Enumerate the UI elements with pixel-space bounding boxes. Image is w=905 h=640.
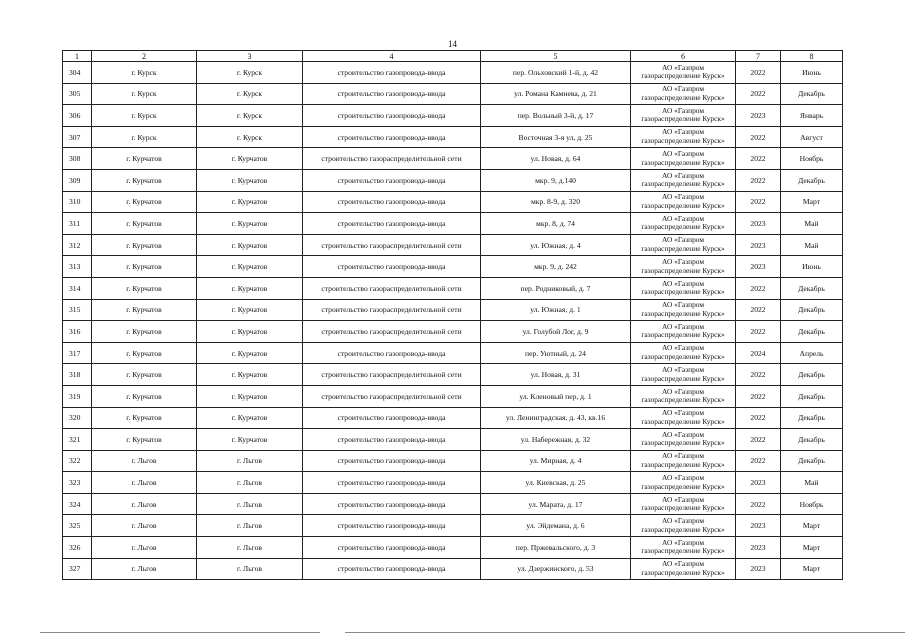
row-number-cell: 315 [63, 299, 92, 321]
month-cell: Май [781, 213, 843, 235]
row-number-cell: 313 [63, 256, 92, 278]
district-cell: г. Курчатов [92, 191, 197, 213]
owner-line: газораспределение Курск» [641, 265, 725, 275]
settlement-cell: г. Курчатов [197, 234, 303, 256]
district-cell: г. Курск [92, 126, 197, 148]
owner-line: газораспределение Курск» [641, 373, 725, 383]
district-cell: г. Курчатов [92, 385, 197, 407]
owner-line: АО «Газпром [661, 516, 705, 526]
district-cell: г. Курчатов [92, 277, 197, 299]
table-row [63, 515, 843, 537]
table-row [63, 385, 843, 407]
column-header: 1 [63, 51, 92, 62]
work-type-cell: строительство газораспределительной сети [303, 385, 481, 407]
month-cell: Ноябрь [781, 493, 843, 515]
row-number-cell: 305 [63, 83, 92, 105]
district-cell: г. Курск [92, 62, 197, 84]
work-type-cell: строительство газопровода-ввода [303, 169, 481, 191]
work-type-cell: строительство газопровода-ввода [303, 558, 481, 580]
table-row [63, 299, 843, 321]
district-cell: г. Курчатов [92, 213, 197, 235]
owner-cell [631, 558, 736, 580]
table-row [63, 493, 843, 515]
year-cell: 2023 [736, 234, 781, 256]
month-cell: Июнь [781, 62, 843, 84]
settlement-cell: г. Льгов [197, 450, 303, 472]
owner-line: газораспределение Курск» [641, 438, 725, 448]
owner-cell [631, 105, 736, 127]
column-header: 3 [197, 51, 303, 62]
address-cell: пер. Пржевальского, д. 3 [481, 537, 631, 559]
address-cell: ул. Голубой Лог, д. 9 [481, 321, 631, 343]
owner-line: газораспределение Курск» [641, 567, 725, 577]
owner-line: АО «Газпром [661, 105, 705, 115]
table-row [63, 169, 843, 191]
settlement-cell: г. Курчатов [197, 213, 303, 235]
work-type-cell: строительство газопровода-ввода [303, 472, 481, 494]
row-number-cell: 321 [63, 429, 92, 451]
owner-cell [631, 299, 736, 321]
year-cell: 2024 [736, 342, 781, 364]
year-cell: 2023 [736, 472, 781, 494]
year-cell: 2022 [736, 385, 781, 407]
row-number-cell: 309 [63, 169, 92, 191]
table-row [63, 126, 843, 148]
district-cell: г. Курчатов [92, 256, 197, 278]
row-number-cell: 322 [63, 450, 92, 472]
settlement-cell: г. Курчатов [197, 342, 303, 364]
year-cell: 2023 [736, 213, 781, 235]
work-type-cell: строительство газопровода-ввода [303, 537, 481, 559]
year-cell: 2023 [736, 515, 781, 537]
work-type-cell: строительство газопровода-ввода [303, 126, 481, 148]
settlement-cell: г. Льгов [197, 493, 303, 515]
owner-cell [631, 407, 736, 429]
owner-line: АО «Газпром [661, 300, 705, 310]
row-number-cell: 311 [63, 213, 92, 235]
address-cell: ул. Эйдемана, д. 6 [481, 515, 631, 537]
month-cell: Апрель [781, 342, 843, 364]
owner-line: АО «Газпром [661, 149, 705, 159]
owner-cell [631, 450, 736, 472]
table-row [63, 191, 843, 213]
year-cell: 2023 [736, 256, 781, 278]
year-cell: 2022 [736, 148, 781, 170]
settlement-cell: г. Курчатов [197, 321, 303, 343]
year-cell: 2023 [736, 558, 781, 580]
address-cell: пер. Вольный 3-й, д. 17 [481, 105, 631, 127]
owner-line: АО «Газпром [661, 494, 705, 504]
district-cell: г. Курчатов [92, 364, 197, 386]
table-row [63, 321, 843, 343]
table-row [63, 148, 843, 170]
address-cell: мкр. 8-9, д. 320 [481, 191, 631, 213]
district-cell: г. Курчатов [92, 321, 197, 343]
district-cell: г. Льгов [92, 558, 197, 580]
owner-line: АО «Газпром [661, 62, 705, 72]
address-cell: ул. Мирная, д. 4 [481, 450, 631, 472]
owner-line: АО «Газпром [661, 343, 705, 353]
table-body [63, 62, 843, 580]
owner-line: газораспределение Курск» [641, 179, 725, 189]
column-header: 2 [92, 51, 197, 62]
settlement-cell: г. Курчатов [197, 277, 303, 299]
year-cell: 2022 [736, 321, 781, 343]
month-cell: Март [781, 191, 843, 213]
column-header: 5 [481, 51, 631, 62]
month-cell: Январь [781, 105, 843, 127]
owner-line: газораспределение Курск» [641, 308, 725, 318]
owner-line: АО «Газпром [661, 429, 705, 439]
work-type-cell: строительство газопровода-ввода [303, 515, 481, 537]
address-cell: мкр. 9, д. 242 [481, 256, 631, 278]
address-cell: ул. Романа Камнева, д. 21 [481, 83, 631, 105]
owner-cell [631, 191, 736, 213]
owner-line: газораспределение Курск» [641, 416, 725, 426]
year-cell: 2022 [736, 407, 781, 429]
month-cell: Декабрь [781, 364, 843, 386]
owner-cell [631, 493, 736, 515]
work-type-cell: строительство газопровода-ввода [303, 62, 481, 84]
owner-cell [631, 321, 736, 343]
column-header: 7 [736, 51, 781, 62]
column-header: 6 [631, 51, 736, 62]
owner-line: АО «Газпром [661, 127, 705, 137]
work-type-cell: строительство газораспределительной сети [303, 234, 481, 256]
owner-line: газораспределение Курск» [641, 330, 725, 340]
owner-line: АО «Газпром [661, 213, 705, 223]
row-number-cell: 306 [63, 105, 92, 127]
table-row [63, 277, 843, 299]
address-cell: Восточная 3-я ул, д. 25 [481, 126, 631, 148]
owner-cell [631, 472, 736, 494]
settlement-cell: г. Курск [197, 126, 303, 148]
year-cell: 2022 [736, 126, 781, 148]
column-header: 8 [781, 51, 843, 62]
row-number-cell: 319 [63, 385, 92, 407]
settlement-cell: г. Курчатов [197, 299, 303, 321]
row-number-cell: 307 [63, 126, 92, 148]
owner-line: газораспределение Курск» [641, 546, 725, 556]
row-number-cell: 320 [63, 407, 92, 429]
owner-cell [631, 364, 736, 386]
settlement-cell: г. Курск [197, 83, 303, 105]
row-number-cell: 316 [63, 321, 92, 343]
settlement-cell: г. Курчатов [197, 169, 303, 191]
district-cell: г. Курчатов [92, 407, 197, 429]
work-type-cell: строительство газопровода-ввода [303, 256, 481, 278]
month-cell: Май [781, 234, 843, 256]
row-number-cell: 317 [63, 342, 92, 364]
owner-line: АО «Газпром [661, 321, 705, 331]
owner-line: газораспределение Курск» [641, 92, 725, 102]
work-type-cell: строительство газораспределительной сети [303, 364, 481, 386]
settlement-cell: г. Курчатов [197, 429, 303, 451]
district-cell: г. Льгов [92, 493, 197, 515]
month-cell: Декабрь [781, 450, 843, 472]
owner-cell [631, 126, 736, 148]
month-cell: Декабрь [781, 277, 843, 299]
month-cell: Май [781, 472, 843, 494]
table-row [63, 537, 843, 559]
year-cell: 2022 [736, 493, 781, 515]
address-cell: мкр. 9, д.140 [481, 169, 631, 191]
address-cell: пер. Ольховский 1-й, д. 42 [481, 62, 631, 84]
owner-cell [631, 169, 736, 191]
row-number-cell: 327 [63, 558, 92, 580]
year-cell: 2023 [736, 105, 781, 127]
owner-line: АО «Газпром [661, 170, 705, 180]
work-type-cell: строительство газопровода-ввода [303, 213, 481, 235]
owner-line: АО «Газпром [661, 235, 705, 245]
district-cell: г. Курск [92, 105, 197, 127]
owner-line: АО «Газпром [661, 537, 705, 547]
row-number-cell: 308 [63, 148, 92, 170]
owner-line: газораспределение Курск» [641, 352, 725, 362]
column-number-row [63, 51, 843, 62]
work-type-cell: строительство газопровода-ввода [303, 342, 481, 364]
settlement-cell: г. Льгов [197, 537, 303, 559]
owner-cell [631, 429, 736, 451]
owner-line: АО «Газпром [661, 559, 705, 569]
owner-line: АО «Газпром [661, 386, 705, 396]
gas-pipeline-registry-table [62, 50, 843, 580]
settlement-cell: г. Курчатов [197, 256, 303, 278]
settlement-cell: г. Курчатов [197, 148, 303, 170]
work-type-cell: строительство газораспределительной сети [303, 299, 481, 321]
row-number-cell: 325 [63, 515, 92, 537]
table-row [63, 450, 843, 472]
settlement-cell: г. Льгов [197, 558, 303, 580]
owner-line: АО «Газпром [661, 365, 705, 375]
month-cell: Март [781, 537, 843, 559]
owner-line: газораспределение Курск» [641, 503, 725, 513]
work-type-cell: строительство газопровода-ввода [303, 493, 481, 515]
owner-line: газораспределение Курск» [641, 244, 725, 254]
owner-line: газораспределение Курск» [641, 136, 725, 146]
month-cell: Декабрь [781, 299, 843, 321]
year-cell: 2022 [736, 191, 781, 213]
table-row [63, 342, 843, 364]
table-row [63, 256, 843, 278]
page-number: 14 [448, 39, 457, 49]
table-row [63, 234, 843, 256]
owner-line: АО «Газпром [661, 278, 705, 288]
year-cell: 2022 [736, 450, 781, 472]
owner-cell [631, 342, 736, 364]
owner-line: газораспределение Курск» [641, 524, 725, 534]
district-cell: г. Курчатов [92, 299, 197, 321]
month-cell: Март [781, 515, 843, 537]
owner-cell [631, 83, 736, 105]
month-cell: Июнь [781, 256, 843, 278]
owner-cell [631, 213, 736, 235]
owner-line: АО «Газпром [661, 84, 705, 94]
month-cell: Декабрь [781, 83, 843, 105]
work-type-cell: строительство газопровода-ввода [303, 450, 481, 472]
district-cell: г. Льгов [92, 515, 197, 537]
owner-cell [631, 277, 736, 299]
owner-line: АО «Газпром [661, 408, 705, 418]
year-cell: 2022 [736, 62, 781, 84]
table-row [63, 558, 843, 580]
owner-cell [631, 148, 736, 170]
address-cell: ул. Кленовый пер, д. 1 [481, 385, 631, 407]
settlement-cell: г. Курчатов [197, 407, 303, 429]
work-type-cell: строительство газопровода-ввода [303, 407, 481, 429]
settlement-cell: г. Курск [197, 62, 303, 84]
footer-rule-left [40, 632, 320, 633]
district-cell: г. Курчатов [92, 342, 197, 364]
owner-line: АО «Газпром [661, 472, 705, 482]
table-row [63, 407, 843, 429]
address-cell: ул. Новая, д. 64 [481, 148, 631, 170]
owner-line: газораспределение Курск» [641, 481, 725, 491]
owner-line: газораспределение Курск» [641, 395, 725, 405]
table-row [63, 429, 843, 451]
row-number-cell: 326 [63, 537, 92, 559]
settlement-cell: г. Льгов [197, 472, 303, 494]
year-cell: 2022 [736, 83, 781, 105]
row-number-cell: 318 [63, 364, 92, 386]
work-type-cell: строительство газопровода-ввода [303, 191, 481, 213]
month-cell: Декабрь [781, 321, 843, 343]
year-cell: 2023 [736, 537, 781, 559]
work-type-cell: строительство газораспределительной сети [303, 321, 481, 343]
address-cell: пер. Уютный, д. 24 [481, 342, 631, 364]
owner-cell [631, 515, 736, 537]
year-cell: 2022 [736, 169, 781, 191]
row-number-cell: 312 [63, 234, 92, 256]
month-cell: Декабрь [781, 169, 843, 191]
owner-line: газораспределение Курск» [641, 71, 725, 81]
year-cell: 2022 [736, 364, 781, 386]
district-cell: г. Курчатов [92, 234, 197, 256]
address-cell: ул. Ленинградская, д. 43, кв.16 [481, 407, 631, 429]
district-cell: г. Курчатов [92, 169, 197, 191]
work-type-cell: строительство газопровода-ввода [303, 429, 481, 451]
column-header: 4 [303, 51, 481, 62]
month-cell: Декабрь [781, 385, 843, 407]
owner-line: газораспределение Курск» [641, 114, 725, 124]
year-cell: 2022 [736, 429, 781, 451]
owner-cell [631, 385, 736, 407]
month-cell: Август [781, 126, 843, 148]
owner-line: АО «Газпром [661, 257, 705, 267]
row-number-cell: 304 [63, 62, 92, 84]
year-cell: 2022 [736, 299, 781, 321]
district-cell: г. Курск [92, 83, 197, 105]
table-row [63, 364, 843, 386]
district-cell: г. Льгов [92, 537, 197, 559]
address-cell: мкр. 8, д. 74 [481, 213, 631, 235]
address-cell: ул. Южная, д. 4 [481, 234, 631, 256]
address-cell: пер. Родниковый, д. 7 [481, 277, 631, 299]
work-type-cell: строительство газораспределительной сети [303, 277, 481, 299]
settlement-cell: г. Курчатов [197, 191, 303, 213]
district-cell: г. Курчатов [92, 148, 197, 170]
table-row [63, 105, 843, 127]
table-row [63, 213, 843, 235]
address-cell: ул. Набережная, д. 32 [481, 429, 631, 451]
settlement-cell: г. Курчатов [197, 385, 303, 407]
settlement-cell: г. Курчатов [197, 364, 303, 386]
district-cell: г. Льгов [92, 450, 197, 472]
owner-cell [631, 537, 736, 559]
row-number-cell: 324 [63, 493, 92, 515]
address-cell: ул. Южная, д. 1 [481, 299, 631, 321]
row-number-cell: 314 [63, 277, 92, 299]
address-cell: ул. Киевская, д. 25 [481, 472, 631, 494]
work-type-cell: строительство газораспределительной сети [303, 148, 481, 170]
month-cell: Декабрь [781, 407, 843, 429]
row-number-cell: 323 [63, 472, 92, 494]
address-cell: ул. Марата, д. 17 [481, 493, 631, 515]
table-row [63, 472, 843, 494]
work-type-cell: строительство газопровода-ввода [303, 83, 481, 105]
address-cell: ул. Дзержинского, д. 53 [481, 558, 631, 580]
address-cell: ул. Новая, д. 31 [481, 364, 631, 386]
owner-line: газораспределение Курск» [641, 157, 725, 167]
month-cell: Март [781, 558, 843, 580]
owner-cell [631, 234, 736, 256]
settlement-cell: г. Льгов [197, 515, 303, 537]
year-cell: 2022 [736, 277, 781, 299]
settlement-cell: г. Курск [197, 105, 303, 127]
month-cell: Ноябрь [781, 148, 843, 170]
work-type-cell: строительство газопровода-ввода [303, 105, 481, 127]
table-row [63, 62, 843, 84]
owner-line: газораспределение Курск» [641, 222, 725, 232]
owner-line: АО «Газпром [661, 192, 705, 202]
district-cell: г. Льгов [92, 472, 197, 494]
footer-rule-right [345, 632, 905, 633]
owner-line: газораспределение Курск» [641, 459, 725, 469]
owner-line: газораспределение Курск» [641, 200, 725, 210]
table-row [63, 83, 843, 105]
month-cell: Декабрь [781, 429, 843, 451]
owner-line: АО «Газпром [661, 451, 705, 461]
owner-line: газораспределение Курск» [641, 287, 725, 297]
owner-cell [631, 256, 736, 278]
district-cell: г. Курчатов [92, 429, 197, 451]
row-number-cell: 310 [63, 191, 92, 213]
owner-cell [631, 62, 736, 84]
